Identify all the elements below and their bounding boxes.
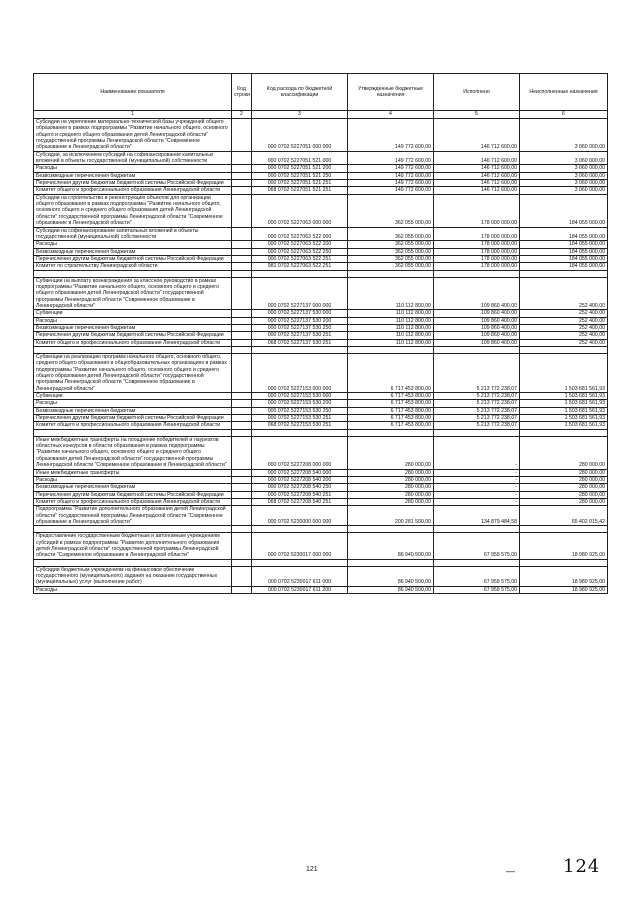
column-number: 1 bbox=[34, 111, 232, 119]
row-budget-code-cell: 000 0702 5227063 522 250 bbox=[252, 248, 348, 255]
row-name-cell: Субвенции на реализацию программ начального общего, основного общего, среднего общего образования в общеобразовательных организациях в рамках подпрограммы "Развитие начального общего, основного общего и среднего общего образования детей Ленинградской области" государственной программы Ленинградской области "Современное образование в Ленинградской области" bbox=[34, 354, 232, 393]
table-row bbox=[34, 241, 608, 248]
spacer-cell bbox=[348, 526, 434, 533]
row-approved-cell: 6 717 453 800,00 bbox=[348, 393, 434, 400]
row-executed-cell: 5 213 772 238,07 bbox=[434, 422, 520, 429]
row-name-cell: Перечисления другим бюджетам бюджетной системы Российской Федерации bbox=[34, 180, 232, 187]
row-executed-cell: 5 213 772 238,07 bbox=[434, 400, 520, 407]
row-budget-code-cell: 000 0702 5227063 522 251 bbox=[252, 255, 348, 262]
table-row bbox=[34, 533, 608, 559]
table-row bbox=[34, 165, 608, 172]
row-unexecuted-cell: 252 400,00 bbox=[520, 339, 608, 346]
spacer-row bbox=[34, 429, 608, 436]
row-line-code-cell bbox=[232, 533, 252, 559]
spacer-cell bbox=[252, 559, 348, 566]
table-row bbox=[34, 194, 608, 227]
row-line-code-cell bbox=[232, 498, 252, 505]
row-line-code-cell bbox=[232, 165, 252, 172]
table-row bbox=[34, 172, 608, 179]
row-budget-code-cell: 000 0702 5227063 522 000 bbox=[252, 227, 348, 241]
row-line-code-cell bbox=[232, 566, 252, 586]
row-name-cell: Перечисления другим бюджетам бюджетной системы Российской Федерации bbox=[34, 255, 232, 262]
spacer-cell bbox=[520, 526, 608, 533]
row-executed-cell: 178 000 000,00 bbox=[434, 255, 520, 262]
column-number: 2 bbox=[232, 111, 252, 119]
spacer-cell bbox=[348, 559, 434, 566]
row-name-cell: Субсидии на укрепление материально-технической базы учреждений общего образования в рамках подпрограммы "Развитие начального общего, основного общего и среднего общего образования детей Ленинградской области" государственной программы Ленинградской области "Современное образование в Ленинградской области" bbox=[34, 119, 232, 152]
row-name-cell: Безвозмездные перечисления бюджетам bbox=[34, 172, 232, 179]
row-executed-cell: 109 860 400,00 bbox=[434, 310, 520, 317]
row-approved-cell: 280 000,00 bbox=[348, 498, 434, 505]
table-row bbox=[34, 393, 608, 400]
row-line-code-cell bbox=[232, 393, 252, 400]
row-name-cell: Расходы bbox=[34, 586, 232, 593]
row-executed-cell: 146 712 600,00 bbox=[434, 119, 520, 152]
row-budget-code-cell: 000 0702 5230017 611 000 bbox=[252, 566, 348, 586]
table-row bbox=[34, 469, 608, 476]
table-row bbox=[34, 339, 608, 346]
row-approved-cell: 362 055 000,00 bbox=[348, 227, 434, 241]
row-budget-code-cell: 000 0702 5227063 522 200 bbox=[252, 241, 348, 248]
row-executed-cell: 146 712 600,00 bbox=[434, 187, 520, 194]
row-name-cell: Предоставление государственным бюджетным и автономным учреждениям субсидий в рамках подпрограммы "Развитие дополнительного образования детей Ленинградской области" государственной программы Ленинградской области "Современное образование в Ленинградской области" bbox=[34, 533, 232, 559]
row-name-cell: Комитет общего и профессионального образования Ленинградской области bbox=[34, 498, 232, 505]
row-approved-cell: 149 772 600,00 bbox=[348, 119, 434, 152]
row-approved-cell: 86 940 500,00 bbox=[348, 566, 434, 586]
row-unexecuted-cell: 184 055 000,00 bbox=[520, 248, 608, 255]
row-approved-cell: 6 717 453 800,00 bbox=[348, 400, 434, 407]
table-row bbox=[34, 407, 608, 414]
row-unexecuted-cell: 3 060 000,00 bbox=[520, 165, 608, 172]
row-approved-cell: 149 772 600,00 bbox=[348, 172, 434, 179]
row-budget-code-cell: 000 0702 5230017 000 000 bbox=[252, 533, 348, 559]
row-line-code-cell bbox=[232, 248, 252, 255]
row-line-code-cell bbox=[232, 339, 252, 346]
row-line-code-cell bbox=[232, 422, 252, 429]
spacer-cell bbox=[520, 270, 608, 277]
row-executed-cell: 109 860 400,00 bbox=[434, 317, 520, 324]
spacer-cell bbox=[34, 347, 232, 354]
row-unexecuted-cell: 18 980 925,00 bbox=[520, 566, 608, 586]
row-budget-code-cell: 000 0702 5227063 000 000 bbox=[252, 194, 348, 227]
row-line-code-cell bbox=[232, 255, 252, 262]
row-line-code-cell bbox=[232, 151, 252, 165]
row-executed-cell: - bbox=[434, 436, 520, 469]
row-approved-cell: 362 055 000,00 bbox=[348, 263, 434, 270]
row-name-cell: Безвозмездные перечисления бюджетам bbox=[34, 324, 232, 331]
header-indicator-name: Наименование показателя bbox=[34, 74, 232, 111]
spacer-cell bbox=[348, 270, 434, 277]
row-budget-code-cell: 000 0702 5227153 000 000 bbox=[252, 354, 348, 393]
spacer-cell bbox=[34, 270, 232, 277]
row-line-code-cell bbox=[232, 263, 252, 270]
header-executed: Исполнено bbox=[434, 74, 520, 111]
row-executed-cell: 5 213 772 238,07 bbox=[434, 407, 520, 414]
row-unexecuted-cell: 252 400,00 bbox=[520, 317, 608, 324]
row-approved-cell: 6 717 453 800,00 bbox=[348, 354, 434, 393]
budget-execution-table bbox=[33, 73, 608, 594]
row-unexecuted-cell: 65 402 015,42 bbox=[520, 506, 608, 526]
table-row bbox=[34, 277, 608, 310]
row-unexecuted-cell: 280 000,00 bbox=[520, 491, 608, 498]
row-unexecuted-cell: 280 000,00 bbox=[520, 484, 608, 491]
spacer-cell bbox=[252, 270, 348, 277]
row-name-cell: Расходы bbox=[34, 476, 232, 483]
row-name-cell: Расходы bbox=[34, 165, 232, 172]
table-row bbox=[34, 119, 608, 152]
row-approved-cell: 362 055 000,00 bbox=[348, 241, 434, 248]
row-budget-code-cell: 000 0702 5227051 000 000 bbox=[252, 119, 348, 152]
row-approved-cell: 149 772 600,00 bbox=[348, 165, 434, 172]
row-budget-code-cell: 000 0702 5227051 521 000 bbox=[252, 151, 348, 165]
table-row bbox=[34, 310, 608, 317]
table-body bbox=[34, 111, 608, 594]
row-name-cell: Субсидии, за исключением субсидий на софинансирование капитальных вложений в объекты государственной (муниципальной) собственности bbox=[34, 151, 232, 165]
row-line-code-cell bbox=[232, 194, 252, 227]
spacer-cell bbox=[520, 559, 608, 566]
row-name-cell: Субвенции на выплату вознаграждения за классное руководство в рамках подпрограммы "Развитие начального общего, основного общего и среднего общего образования детей Ленинградской области" государственной программы Ленинградской области "Современное образование в Ленинградской области" bbox=[34, 277, 232, 310]
table-row bbox=[34, 566, 608, 586]
spacer-cell bbox=[434, 347, 520, 354]
row-approved-cell: 110 112 800,00 bbox=[348, 317, 434, 324]
header-budget-code: Код расхода по бюджетной классификации bbox=[252, 74, 348, 111]
spacer-cell bbox=[252, 347, 348, 354]
row-unexecuted-cell: 3 060 000,00 bbox=[520, 119, 608, 152]
row-name-cell: Безвозмездные перечисления бюджетам bbox=[34, 407, 232, 414]
row-budget-code-cell: 000 0702 5227153 530 251 bbox=[252, 415, 348, 422]
column-number-row bbox=[34, 111, 608, 119]
spacer-cell bbox=[34, 559, 232, 566]
row-executed-cell: - bbox=[434, 476, 520, 483]
table-row bbox=[34, 248, 608, 255]
row-approved-cell: 362 055 000,00 bbox=[348, 255, 434, 262]
row-unexecuted-cell: 252 400,00 bbox=[520, 332, 608, 339]
row-executed-cell: 178 000 000,00 bbox=[434, 241, 520, 248]
row-executed-cell: 146 712 600,00 bbox=[434, 180, 520, 187]
row-budget-code-cell: 068 0702 5227208 540 251 bbox=[252, 498, 348, 505]
row-executed-cell: 109 860 400,00 bbox=[434, 324, 520, 331]
spacer-row bbox=[34, 559, 608, 566]
row-approved-cell: 280 000,00 bbox=[348, 436, 434, 469]
row-name-cell: Иные межбюджетные трансферты bbox=[34, 469, 232, 476]
row-executed-cell: 67 959 575,00 bbox=[434, 566, 520, 586]
row-name-cell: Подпрограмма "Развитие дополнительного образования детей Ленинградской области" государственной программы Ленинградской области "Современное образование в Ленинградской области" bbox=[34, 506, 232, 526]
row-line-code-cell bbox=[232, 187, 252, 194]
row-executed-cell: 67 959 575,00 bbox=[434, 533, 520, 559]
footer-dash: — bbox=[506, 866, 515, 876]
row-approved-cell: 280 000,00 bbox=[348, 491, 434, 498]
spacer-cell bbox=[232, 270, 252, 277]
row-line-code-cell bbox=[232, 506, 252, 526]
spacer-cell bbox=[434, 429, 520, 436]
row-name-cell: Безвозмездные перечисления бюджетам bbox=[34, 484, 232, 491]
table-row bbox=[34, 354, 608, 393]
spacer-cell bbox=[232, 559, 252, 566]
row-line-code-cell bbox=[232, 476, 252, 483]
row-unexecuted-cell: 252 400,00 bbox=[520, 324, 608, 331]
spacer-cell bbox=[520, 429, 608, 436]
row-approved-cell: 110 112 800,00 bbox=[348, 332, 434, 339]
row-approved-cell: 280 000,00 bbox=[348, 484, 434, 491]
row-unexecuted-cell: 3 060 000,00 bbox=[520, 151, 608, 165]
row-executed-cell: 109 860 400,00 bbox=[434, 339, 520, 346]
row-approved-cell: 149 772 600,00 bbox=[348, 151, 434, 165]
row-executed-cell: 5 213 772 238,07 bbox=[434, 415, 520, 422]
row-unexecuted-cell: 184 055 000,00 bbox=[520, 227, 608, 241]
row-line-code-cell bbox=[232, 484, 252, 491]
column-number: 3 bbox=[252, 111, 348, 119]
row-budget-code-cell: 000 0702 5227051 521 251 bbox=[252, 180, 348, 187]
spacer-cell bbox=[34, 526, 232, 533]
row-budget-code-cell: 000 0702 5227153 530 250 bbox=[252, 407, 348, 414]
row-line-code-cell bbox=[232, 469, 252, 476]
row-unexecuted-cell: 280 000,00 bbox=[520, 469, 608, 476]
table-row bbox=[34, 180, 608, 187]
header-row bbox=[34, 74, 608, 111]
spacer-cell bbox=[348, 347, 434, 354]
row-budget-code-cell: 000 0702 5227137 530 251 bbox=[252, 332, 348, 339]
row-budget-code-cell: 000 0702 5227208 540 250 bbox=[252, 484, 348, 491]
row-name-cell: Расходы bbox=[34, 317, 232, 324]
column-number: 4 bbox=[348, 111, 434, 119]
spacer-row bbox=[34, 270, 608, 277]
row-unexecuted-cell: 3 060 000,00 bbox=[520, 180, 608, 187]
spacer-cell bbox=[34, 429, 232, 436]
table-row bbox=[34, 491, 608, 498]
row-line-code-cell bbox=[232, 586, 252, 593]
row-approved-cell: 149 772 600,00 bbox=[348, 187, 434, 194]
row-budget-code-cell: 000 0702 5227137 530 000 bbox=[252, 310, 348, 317]
table-row bbox=[34, 415, 608, 422]
spacer-cell bbox=[434, 270, 520, 277]
row-executed-cell: 178 000 000,00 bbox=[434, 263, 520, 270]
row-name-cell: Субсидии на строительство и реконструкцию объектов для организации общего образования в рамках подпрограммы "Развитие начального общего, основного общего и среднего общего образования детей Ленинградской области" государственной программы Ленинградской области "Современное образование в Ленинградской области" bbox=[34, 194, 232, 227]
table-row bbox=[34, 227, 608, 241]
row-name-cell: Иные межбюджетные трансферты на поощрение победителей и лауреатов областных конкурсов в области образования в рамках подпрограммы "Развитие начального общего, основного общего и среднего общего образования детей Ленинградской области" государственной программы Ленинградской области "Современное образование в Ленинградской области" bbox=[34, 436, 232, 469]
row-unexecuted-cell: 1 503 681 561,93 bbox=[520, 415, 608, 422]
spacer-row bbox=[34, 347, 608, 354]
row-line-code-cell bbox=[232, 317, 252, 324]
row-approved-cell: 110 112 800,00 bbox=[348, 339, 434, 346]
table-row bbox=[34, 187, 608, 194]
row-name-cell: Субвенции bbox=[34, 310, 232, 317]
row-line-code-cell bbox=[232, 491, 252, 498]
row-executed-cell: 5 213 772 238,07 bbox=[434, 354, 520, 393]
row-unexecuted-cell: 184 055 000,00 bbox=[520, 263, 608, 270]
row-approved-cell: 6 717 453 800,00 bbox=[348, 422, 434, 429]
row-unexecuted-cell: 280 000,00 bbox=[520, 436, 608, 469]
row-name-cell: Перечисления другим бюджетам бюджетной системы Российской Федерации bbox=[34, 415, 232, 422]
row-line-code-cell bbox=[232, 415, 252, 422]
row-name-cell: Безвозмездные перечисления бюджетам bbox=[34, 248, 232, 255]
row-name-cell: Комитет общего и профессионального образования Ленинградской области bbox=[34, 339, 232, 346]
row-approved-cell: 280 000,00 bbox=[348, 476, 434, 483]
row-executed-cell: 109 860 400,00 bbox=[434, 332, 520, 339]
row-line-code-cell bbox=[232, 310, 252, 317]
row-line-code-cell bbox=[232, 277, 252, 310]
table-row bbox=[34, 436, 608, 469]
row-line-code-cell bbox=[232, 241, 252, 248]
row-unexecuted-cell: 184 055 000,00 bbox=[520, 255, 608, 262]
row-executed-cell: 146 712 600,00 bbox=[434, 165, 520, 172]
row-line-code-cell bbox=[232, 180, 252, 187]
spacer-cell bbox=[434, 526, 520, 533]
sheet-number: 124 bbox=[563, 856, 601, 877]
row-name-cell: Субсидии на софинансирование капитальных вложений в объекты государственной (муниципальной) собственности bbox=[34, 227, 232, 241]
row-approved-cell: 86 940 500,00 bbox=[348, 586, 434, 593]
row-unexecuted-cell: 1 503 681 561,93 bbox=[520, 354, 608, 393]
column-number: 5 bbox=[434, 111, 520, 119]
row-executed-cell: 134 879 484,58 bbox=[434, 506, 520, 526]
row-executed-cell: 109 860 400,00 bbox=[434, 277, 520, 310]
header-unexecuted: Неисполненные назначения bbox=[520, 74, 608, 111]
row-line-code-cell bbox=[232, 436, 252, 469]
row-executed-cell: 146 712 600,00 bbox=[434, 172, 520, 179]
row-approved-cell: 362 055 000,00 bbox=[348, 248, 434, 255]
table-row bbox=[34, 324, 608, 331]
row-unexecuted-cell: 252 400,00 bbox=[520, 277, 608, 310]
table-row bbox=[34, 476, 608, 483]
row-name-cell: Расходы bbox=[34, 400, 232, 407]
spacer-cell bbox=[434, 559, 520, 566]
row-budget-code-cell: 000 0702 5227137 530 250 bbox=[252, 324, 348, 331]
row-name-cell: Комитет по строительству Ленинградской области bbox=[34, 263, 232, 270]
row-executed-cell: - bbox=[434, 498, 520, 505]
row-approved-cell: 200 281 500,00 bbox=[348, 506, 434, 526]
row-executed-cell: 178 000 000,00 bbox=[434, 227, 520, 241]
row-executed-cell: - bbox=[434, 469, 520, 476]
row-executed-cell: 178 000 000,00 bbox=[434, 194, 520, 227]
row-executed-cell: 178 000 000,00 bbox=[434, 248, 520, 255]
row-name-cell: Комитет общего и профессионального образования Ленинградской области bbox=[34, 187, 232, 194]
row-name-cell: Субвенции bbox=[34, 393, 232, 400]
row-approved-cell: 110 112 800,00 bbox=[348, 310, 434, 317]
column-number: 6 bbox=[520, 111, 608, 119]
row-unexecuted-cell: 3 060 000,00 bbox=[520, 187, 608, 194]
row-budget-code-cell: 000 0702 5227051 521 250 bbox=[252, 172, 348, 179]
row-line-code-cell bbox=[232, 227, 252, 241]
spacer-cell bbox=[252, 526, 348, 533]
row-budget-code-cell: 000 0702 5227208 000 000 bbox=[252, 436, 348, 469]
spacer-cell bbox=[232, 347, 252, 354]
row-approved-cell: 149 772 600,00 bbox=[348, 180, 434, 187]
row-executed-cell: 67 959 575,00 bbox=[434, 586, 520, 593]
row-name-cell: Субсидии бюджетным учреждениям на финансовое обеспечение государственного (муниципального) задания на оказание государственных (муниципальных) услуг (выполнение работ) bbox=[34, 566, 232, 586]
row-approved-cell: 362 055 000,00 bbox=[348, 194, 434, 227]
row-line-code-cell bbox=[232, 354, 252, 393]
row-unexecuted-cell: 18 980 925,00 bbox=[520, 533, 608, 559]
table-row bbox=[34, 317, 608, 324]
row-unexecuted-cell: 280 000,00 bbox=[520, 476, 608, 483]
spacer-cell bbox=[348, 429, 434, 436]
header-approved: Утвержденные бюджетные назначения bbox=[348, 74, 434, 111]
table-row bbox=[34, 332, 608, 339]
row-unexecuted-cell: 252 400,00 bbox=[520, 310, 608, 317]
page-number: 121 bbox=[306, 866, 318, 873]
row-line-code-cell bbox=[232, 119, 252, 152]
table-row bbox=[34, 484, 608, 491]
row-budget-code-cell: 981 0702 5227063 522 251 bbox=[252, 263, 348, 270]
row-line-code-cell bbox=[232, 324, 252, 331]
row-unexecuted-cell: 3 060 000,00 bbox=[520, 172, 608, 179]
row-approved-cell: 86 940 500,00 bbox=[348, 533, 434, 559]
row-budget-code-cell: 000 0702 5227208 540 251 bbox=[252, 491, 348, 498]
row-budget-code-cell: 068 0702 5227137 530 251 bbox=[252, 339, 348, 346]
row-budget-code-cell: 000 0702 5227153 530 000 bbox=[252, 393, 348, 400]
row-name-cell: Перечисления другим бюджетам бюджетной системы Российской Федерации bbox=[34, 491, 232, 498]
row-line-code-cell bbox=[232, 407, 252, 414]
row-line-code-cell bbox=[232, 172, 252, 179]
row-unexecuted-cell: 184 055 000,00 bbox=[520, 194, 608, 227]
row-approved-cell: 6 717 453 800,00 bbox=[348, 415, 434, 422]
row-name-cell: Расходы bbox=[34, 241, 232, 248]
row-budget-code-cell: 000 0702 5227137 000 000 bbox=[252, 277, 348, 310]
table-row bbox=[34, 400, 608, 407]
row-budget-code-cell: 000 0702 5227208 540 000 bbox=[252, 469, 348, 476]
table-row bbox=[34, 586, 608, 593]
row-executed-cell: - bbox=[434, 491, 520, 498]
row-name-cell: Перечисления другим бюджетам бюджетной системы Российской Федерации bbox=[34, 332, 232, 339]
row-unexecuted-cell: 1 503 681 561,93 bbox=[520, 422, 608, 429]
row-unexecuted-cell: 18 980 925,00 bbox=[520, 586, 608, 593]
row-line-code-cell bbox=[232, 400, 252, 407]
table-row bbox=[34, 498, 608, 505]
table-row bbox=[34, 506, 608, 526]
table-row bbox=[34, 263, 608, 270]
spacer-row bbox=[34, 526, 608, 533]
row-line-code-cell bbox=[232, 332, 252, 339]
row-budget-code-cell: 000 0702 5227137 530 200 bbox=[252, 317, 348, 324]
row-approved-cell: 6 717 453 800,00 bbox=[348, 407, 434, 414]
row-budget-code-cell: 000 0702 5230017 611 200 bbox=[252, 586, 348, 593]
row-approved-cell: 280 000,00 bbox=[348, 469, 434, 476]
spacer-cell bbox=[520, 347, 608, 354]
header-line-code: Код строки bbox=[232, 74, 252, 111]
row-unexecuted-cell: 1 503 681 561,93 bbox=[520, 393, 608, 400]
spacer-cell bbox=[232, 429, 252, 436]
row-budget-code-cell: 068 0702 5227153 530 251 bbox=[252, 422, 348, 429]
row-budget-code-cell: 000 0702 5227153 530 200 bbox=[252, 400, 348, 407]
row-approved-cell: 110 112 800,00 bbox=[348, 277, 434, 310]
row-approved-cell: 110 112 800,00 bbox=[348, 324, 434, 331]
row-unexecuted-cell: 1 503 681 561,93 bbox=[520, 400, 608, 407]
row-name-cell: Комитет общего и профессионального образования Ленинградской области bbox=[34, 422, 232, 429]
row-executed-cell: - bbox=[434, 484, 520, 491]
row-budget-code-cell: 000 0702 5230000 000 000 bbox=[252, 506, 348, 526]
spacer-cell bbox=[232, 526, 252, 533]
row-budget-code-cell: 068 0702 5227051 521 251 bbox=[252, 187, 348, 194]
row-executed-cell: 5 213 772 238,07 bbox=[434, 393, 520, 400]
row-executed-cell: 146 712 600,00 bbox=[434, 151, 520, 165]
spacer-cell bbox=[252, 429, 348, 436]
row-budget-code-cell: 000 0702 5227208 540 200 bbox=[252, 476, 348, 483]
row-unexecuted-cell: 280 000,00 bbox=[520, 498, 608, 505]
table-row bbox=[34, 422, 608, 429]
table-row bbox=[34, 255, 608, 262]
row-unexecuted-cell: 1 503 681 561,93 bbox=[520, 407, 608, 414]
row-budget-code-cell: 000 0702 5227051 521 200 bbox=[252, 165, 348, 172]
table-row bbox=[34, 151, 608, 165]
row-unexecuted-cell: 184 055 000,00 bbox=[520, 241, 608, 248]
